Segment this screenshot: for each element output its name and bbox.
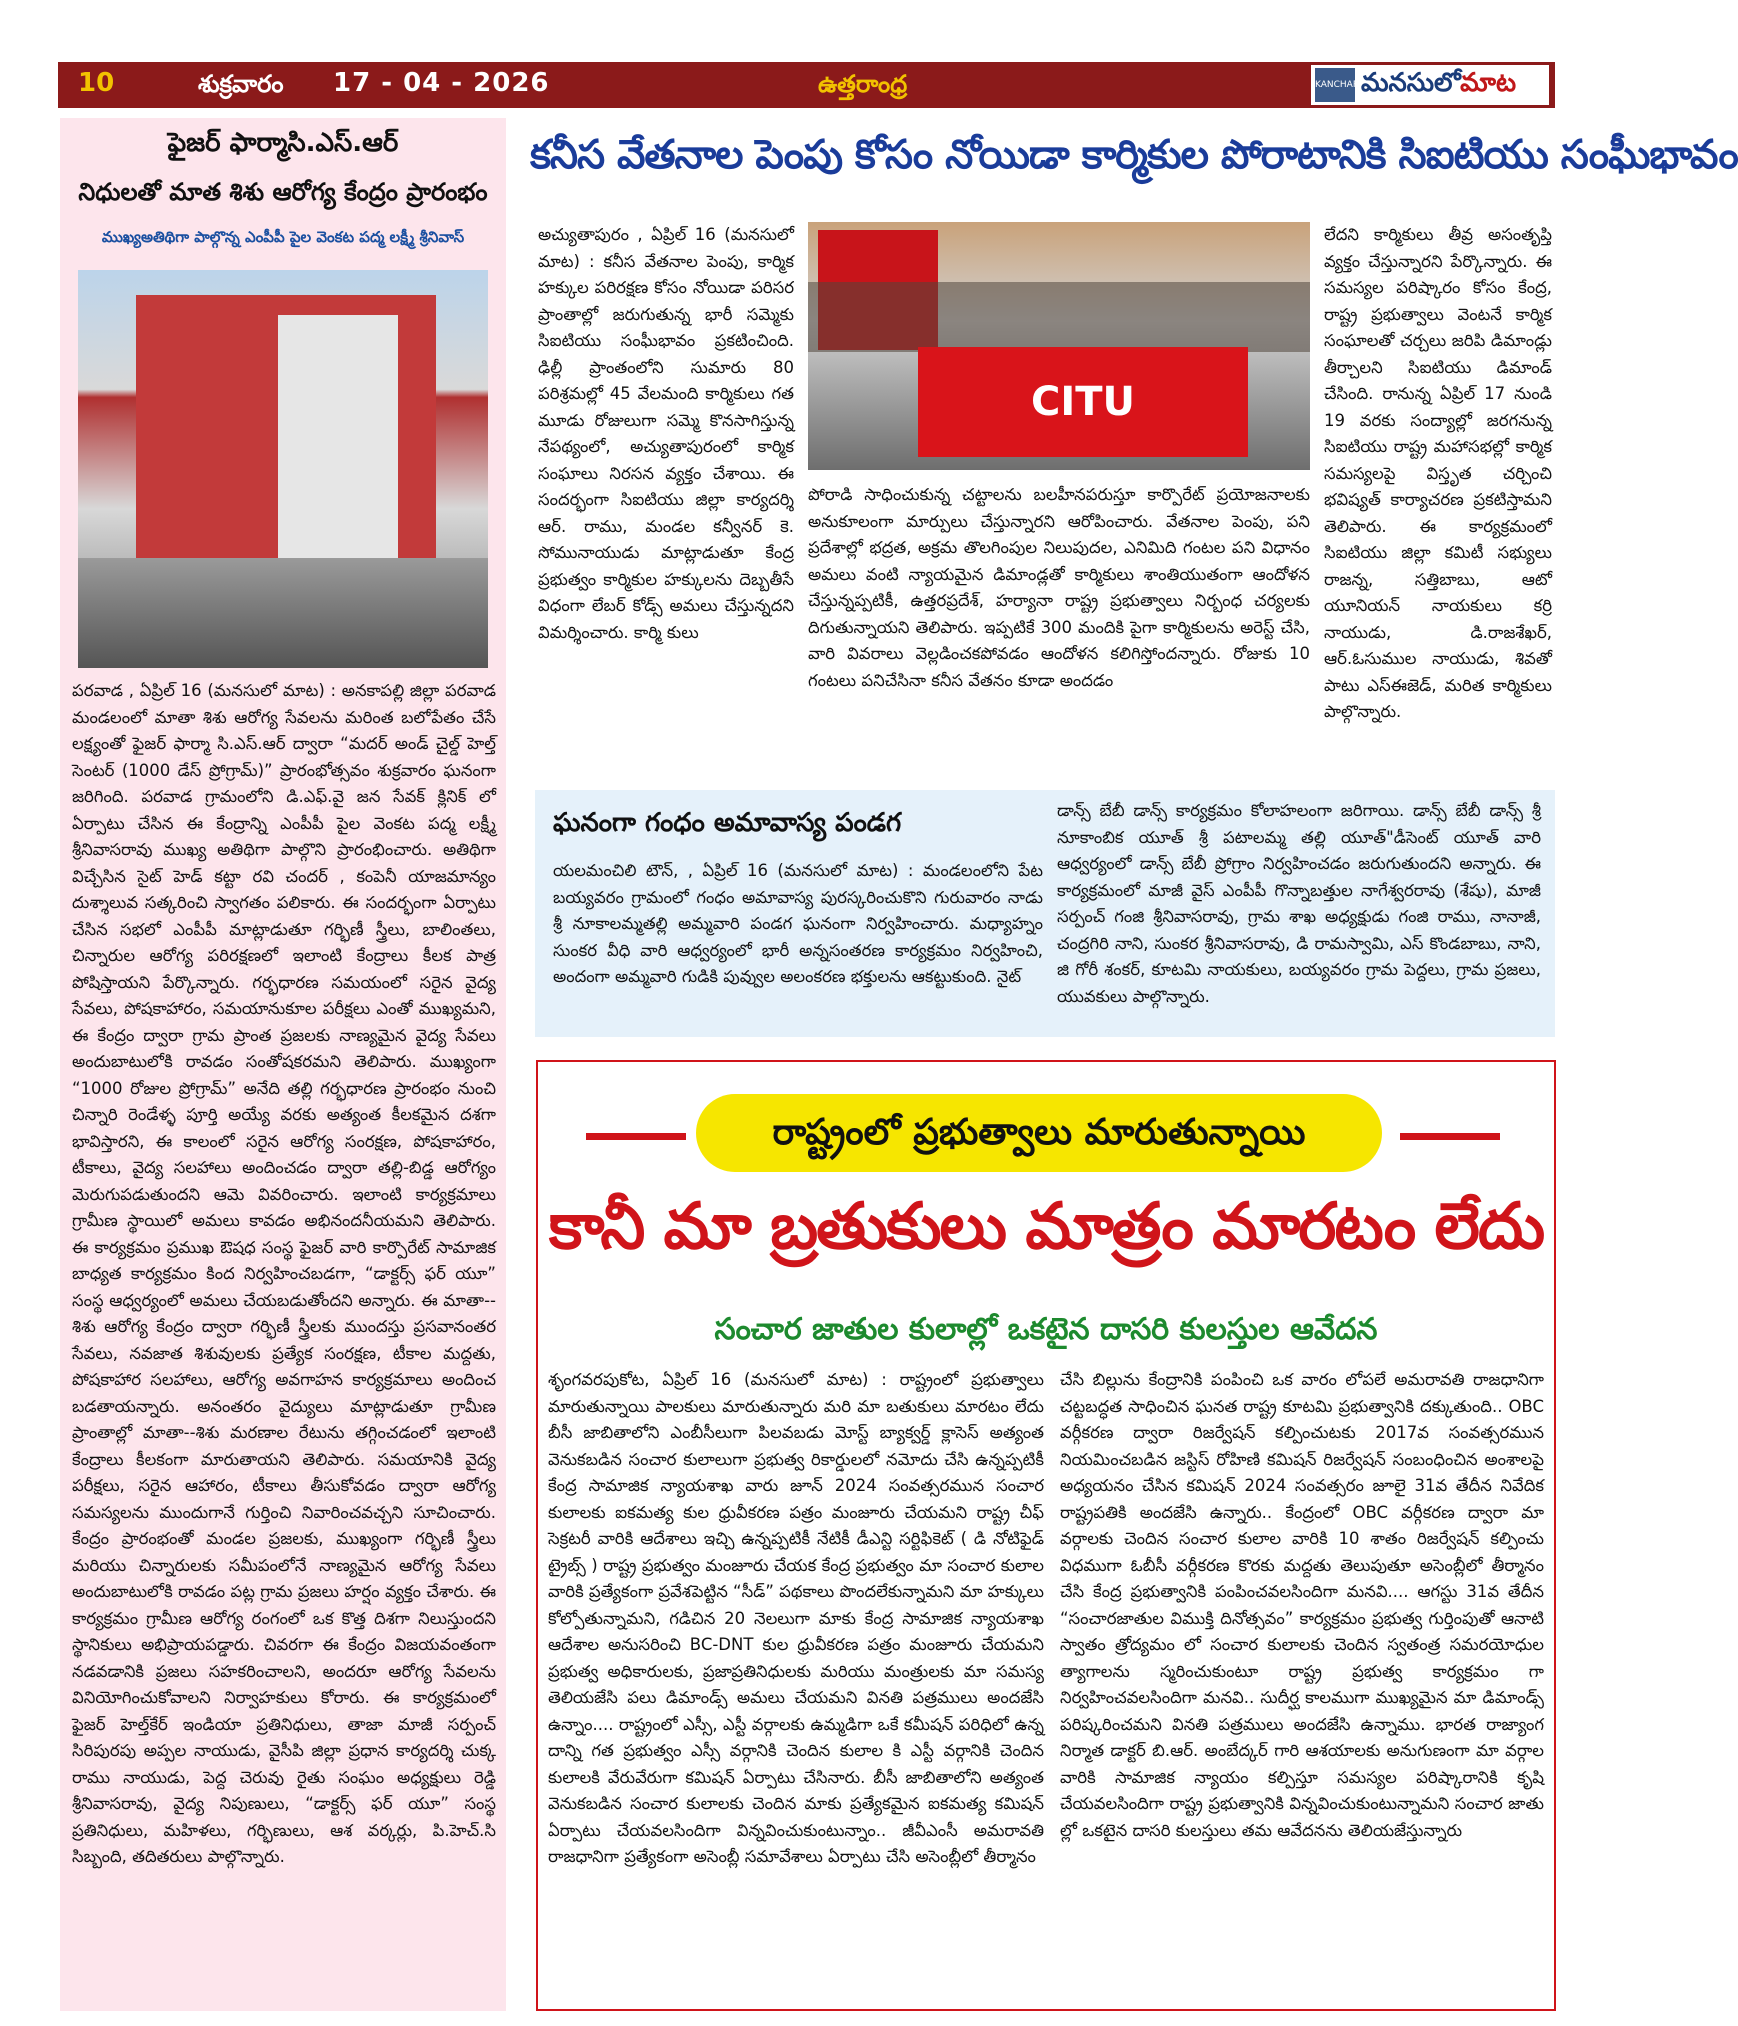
main-article-col1: అచ్యుతాపురం , ఏప్రిల్ 16 (మనసులో మాట) : కనీస వేతనాల పెంపు, కార్మిక హక్కుల పరిరక్షణ కోసం నోయిడా పరిసర ప్రాంతాల్లో జరుగుతున్న భారీ సమ్మెకు సిఐటియు సంఘీభావం ప్రకటించింది. ఢిల్లీ ప్రాంతంలోని సుమారు 80 పరిశ్రమల్లో 45 వేలమంది కార్మికులు గత మూడు రోజులుగా సమ్మె కొనసాగిస్తున్న నేపథ్యంలో, అచ్యుతాపురంలో కార్మిక సంఘాలు నిరసన వ్యక్తం చేశాయి. ఈ సందర్భంగా సిఐటియు జిల్లా కార్యదర్శి ఆర్. రాము, మండల కన్వీనర్ కె. సోమునాయుడు మాట్లాడుతూ కేంద్ర ప్రభుత్వం కార్మికుల హక్కులను దెబ్బతీసే విధంగా లేబర్ కోడ్స్ అమలు చేస్తున్నదని విమర్శించారు. కార్మి కులు (538, 225, 794, 642)
left-article (60, 118, 506, 2011)
newspaper-logo (1311, 65, 1549, 105)
main-article-col3: లేదని కార్మికులు తీవ్ర అసంతృప్తి వ్యక్తం చేస్తున్నారని పేర్కొన్నారు. ఈ సమస్యల పరిష్కారం కోసం కేంద్ర, రాష్ట్ర ప్రభుత్వాలు వెంటనే కార్మిక సంఘాలతో చర్చలు జరిపి డిమాండ్లు తీర్చాలని సిఐటియు డిమాండ్ చేసింది. రానున్న ఏప్రిల్ 17 నుండి 19 వరకు సంద్యాల్లో జరగనున్న సిఐటియు రాష్ట్ర మహాసభల్లో కార్మిక సమస్యలపై విస్తృత చర్చించి భవిష్యత్ కార్యాచరణ ప్రకటిస్తామని తెలిపారు. ఈ కార్యక్రమంలో సిఐటియు జిల్లా కమిటీ సభ్యులు రాజన్న, సత్తిబాబు, ఆటో యూనియన్ నాయకులు కర్రి నాయుడు, డి.రాజశేఖర్, ఆర్.ఓసుముల నాయుడు, శివతో పాటు ఎస్ఈజెడ్, మరిత కార్మికులు పాల్గొన్నారు. (1324, 225, 1552, 721)
logo-name-part2: మాట (1460, 68, 1517, 98)
photo-crowd (78, 558, 488, 668)
left-headline-line1: ఫైజర్ ఫార్మాసి.ఎస్.ఆర్ (167, 128, 399, 158)
decor-line-left (586, 1133, 686, 1140)
yellow-pill-headline: రాష్ట్రంలో ప్రభుత్వాలు మారుతున్నాయి (696, 1094, 1382, 1172)
left-subhead: ముఖ్యఅతిథిగా పాల్గొన్న ఎంపీపీ పైల వెంకట పద్మ లక్ష్మీ శ్రీనివాస్ (101, 228, 465, 246)
masthead-day: శుక్రవారం (198, 70, 284, 98)
logo-mark-icon: KANCHARLA (1315, 68, 1355, 102)
festival-col2: డాన్స్ బేబీ డాన్స్ కార్యక్రమం కోలాహలంగా జరిగాయి. డాన్స్ బేబీ డాన్స్ శ్రీ నూకాంబిక యూత్ శ్రీ పటాలమ్మ తల్లి యూత్"డీసెంట్ యూత్ వారి ఆధ్వర్యంలో డాన్స్ బేబీ ప్రోగ్రాం నిర్వహించడం జరుగుతుందని అన్నారు. ఈ కార్యక్రమంలో మాజీ వైస్ ఎంపీపీ గొన్నాబత్తుల నాగేశ్వరరావు (శేషు), మాజీ సర్పంచ్ గంజి శ్రీనివాసరావు, గ్రామ శాఖ అధ్యక్షుడు గంజి రాము, నానాజీ, చంద్రగిరి నాని, సుంకర శ్రీనివాసరావు, డి రామస్వామి, ఎస్ కొండబాబు, నాని, జి గోరీ శంకర్, కూటమి నాయకులు, బయ్యవరం గ్రామ పెద్దలు, గ్రామ ప్రజలు, యువకులు పాల్గొన్నారు. (1057, 801, 1541, 1006)
decor-line-right (1400, 1133, 1500, 1140)
logo-name-part1: మనసులో (1361, 68, 1461, 98)
section-name: ఉత్తరాంధ్ర (818, 70, 908, 98)
main-article-col2: పోరాడి సాధించుకున్న చట్టాలను బలహీనపరుస్తూ కార్పొరేట్ ప్రయోజనాలకు అనుకూలంగా మార్పులు చేస్తున్నారని ఆరోపించారు. వేతనాల పెంపు, పని ప్రదేశాల్లో భద్రత, అక్రమ తొలగింపుల నిలుపుదల, ఎనిమిది గంటల పని విధానం అమలు వంటి న్యాయమైన డిమాండ్లతో కార్మికులు శాంతియుతంగా ఆందోళన చేస్తున్నప్పటికీ, ఉత్తరప్రదేశ్, హర్యానా రాష్ట్ర ప్రభుత్వాలు నిర్బంధ చర్యలకు దిగుతున్నాయని తెలిపారు. ఇప్పటికే 300 మందికి పైగా కార్మికులను అరెస్ట్ చేసి, వారి వివరాలు వెల్లడించకపోవడం ఆందోళన కలిగిస్తోందన్నారు. రోజుకు 10 గంటలు పనిచేసినా కనీస వేతనం కూడా అందడం (808, 485, 1310, 690)
festival-article (535, 790, 1555, 1037)
photo-people (808, 282, 1310, 352)
nomadic-col1: శృంగవరపుకోట, ఏప్రిల్ 16 (మనసులో మాట) : రాష్ట్రంలో ప్రభుత్వాలు మారుతున్నాయి పాలకులు మారుతున్నారు మరి మా బతుకులు మారటం లేదు బీసీ జాబితాలోని ఎంబీసీలుగా పిలవబడు మోస్ట్ బ్యాక్వర్డ్ క్లాసెస్ అత్యంత వెనుకబడిన సంచార కులాలుగా ప్రభుత్వ రికార్డులలో నమోదు చేసి ఉన్నప్పటికీ కేంద్ర సామాజిక న్యాయశాఖ వారు జూన్ 2024 సంవత్సరమున సంచార కులాలకు ఐకమత్య కుల ధ్రువీకరణ పత్రం మంజూరు చేయమని రాష్ట్ర చీఫ్ సెక్రటరీ వారికి ఆదేశాలు ఇచ్చి ఉన్నప్పటికీ నేటికీ డీఎన్టి సర్టిఫికెట్ ( డి నోటిఫైడ్ ట్రైబ్స్ ) రాష్ట్ర ప్రభుత్వం మంజూరు చేయక కేంద్ర ప్రభుత్వం మా సంచార కులాల వారికి ప్రత్యేకంగా ప్రవేశపెట్టిన “సీడ్” పథకాలు పొందలేకున్నామని మా హక్కులు కోల్పోతున్నామని, గడిచిన 20 నెలలుగా మాకు కేంద్ర సామాజిక న్యాయశాఖ ఆదేశాల అనుసరించి BC-DNT కుల ధ్రువీకరణ పత్రం మంజూరు చేయమని ప్రభుత్వ అధికారులకు, ప్రజాప్రతినిధులకు మరియు మంత్రులకు మా సమస్య తెలియజేసి పలు డిమాండ్స్ అమలు చేయమని వినతి పత్రములు అందజేసి ఉన్నాం.... రాష్ట్రంలో ఎస్సీ, ఎస్టీ వర్గాలకు ఉమ్మడిగా ఒకే కమీషన్ పరిధిలో ఉన్న దాన్ని గత ప్రభుత్వం ఎస్సీ వర్గానికి చెందిన కులాల కి ఎస్టీ వర్గానికి చెందిన కులాలకి వేరువేరుగా కమిషన్ ఏర్పాటు చేసినారు. బీసీ జాబితాలోని అత్యంత వెనుకబడిన సంచార కులాలకు చెందిన మాకు ప్రత్యేకమైన ఐకమత్య కమిషన్ ఏర్పాటు చేయవలసిందిగా విన్నవించుకుంటున్నాం.. జీవీఎంసీ అమరావతి రాజధానిగా ప్రత్యేకంగా అసెంబ్లీ సమావేశాలు ఏర్పాటు చేసి అసెంబ్లీలో తీర్మానం (548, 1370, 1044, 1866)
citu-protest-photo (808, 222, 1310, 470)
page-number: 10 (78, 68, 115, 98)
masthead-bar (58, 62, 1555, 108)
main-headline: కనీస వేతనాల పెంపు కోసం నోయిడా కార్మికుల పోరాటానికి సిఐటియు సంఘీభావం (530, 132, 1738, 178)
left-article-body: పరవాడ , ఏప్రిల్ 16 (మనసులో మాట) : అనకాపల్లి జిల్లా పరవాడ మండలంలో మాతా శిశు ఆరోగ్య సేవలను మరింత బలోపేతం చేసే లక్ష్యంతో ఫైజర్ ఫార్మా సి.ఎస్.ఆర్ ద్వారా “మదర్ అండ్ చైల్డ్ హెల్త్ సెంటర్ (1000 డేస్ ప్రోగ్రామ్)” ప్రారంభోత్సవం శుక్రవారం ఘనంగా జరిగింది. పరవాడ గ్రామంలోని డి.ఎఫ్.వై జన సేవక్ క్లినిక్ లో ఏర్పాటు చేసిన ఈ కేంద్రాన్ని ఎంపీపీ పైల వెంకట పద్మ లక్ష్మీ శ్రీనివాసరావు ముఖ్య అతిథిగా పాల్గొని ప్రారంభించారు. అతిథిగా విచ్చేసిన సైట్ హెడ్ కట్టా రవి చందర్ , కంపెనీ యాజమాన్యం దుశ్శాలువ సత్కరించి స్వాగతం పలికారు. ఈ సందర్భంగా ఏర్పాటు చేసిన సభలో ఎంపీపీ మాట్లాడుతూ గర్భిణీ స్త్రీలు, బాలింతలు, చిన్నారుల ఆరోగ్య పరిరక్షణలో ఇలాంటి కేంద్రాలు కీలక పాత్ర పోషిస్తాయని పేర్కొన్నారు. గర్భధారణ సమయంలో సరైన వైద్య సేవలు, పోషకాహారం, సమయానుకూల పరీక్షలు ఎంతో ముఖ్యమని, ఈ కేంద్రం ద్వారా గ్రామ ప్రాంత ప్రజలకు నాణ్యమైన వైద్య సేవలు అందుబాటులోకి రావడం సంతోషకరమని తెలిపారు. ముఖ్యంగా “1000 రోజుల ప్రోగ్రామ్” అనేది తల్లి గర్భధారణ ప్రారంభం నుంచి చిన్నారి రెండేళ్ళ పూర్తి అయ్యే వరకు అత్యంత కీలకమైన దశగా భావిస్తారని, ఈ కాలంలో సరైన ఆరోగ్య సంరక్షణ, పోషకాహారం, టీకాలు, వైద్య సలహాలు అందించడం ద్వారా తల్లి-బిడ్డ ఆరోగ్యం మెరుగుపడుతుందని ఆమె వివరించారు. ఇలాంటి కార్యక్రమాలు గ్రామీణ స్థాయిలో అమలు కావడం అభినందనీయమని తెలిపారు. ఈ కార్యక్రమం ప్రముఖ ఔషధ సంస్థ ఫైజర్ వారి కార్పొరేట్ సామాజిక బాధ్యత కార్యక్రమం కింద నిర్వహించబడగా, “డాక్టర్స్ ఫర్ యూ” సంస్థ ఆధ్వర్యంలో అమలు చేయబడుతోందని అన్నారు. ఈ మాతా--శిశు ఆరోగ్య కేంద్రం ద్వారా గర్భిణీ స్త్రీలకు ముందస్తు ప్రసవానంతర సేవలు, నవజాత శిశువులకు ప్రత్యేక సంరక్షణ, టీకాల మద్దతు, పోషకాహార సలహాలు, ఆరోగ్య అవగాహన కార్యక్రమాలు అందించ బడతాయన్నారు. అనంతరం వైద్యులు మాట్లాడుతూ గ్రామీణ ప్రాంతాల్లో మాతా--శిశు మరణాల రేటును తగ్గించడంలో ఇలాంటి కేంద్రాలు కీలకంగా మారుతాయని తెలిపారు. సమయానికి వైద్య పరీక్షలు, సరైన ఆహారం, టీకాలు తీసుకోవడం ద్వారా ఆరోగ్య సమస్యలను ముందుగానే గుర్తించి నివారించవచ్చని సూచించారు. కేంద్రం ప్రారంభంతో మండల ప్రజలకు, ముఖ్యంగా గర్భిణీ స్త్రీలు మరియు చిన్నారులకు సమీపంలోనే నాణ్యమైన ఆరోగ్య సేవలు అందుబాటులోకి రావడం పట్ల గ్రామ ప్రజలు హర్షం వ్యక్తం చేశారు. ఈ కార్యక్రమం గ్రామీణ ఆరోగ్య రంగంలో ఒక కొత్త దిశగా నిలుస్తుందని స్థానికులు అభిప్రాయపడ్డారు. చివరగా ఈ కేంద్రం విజయవంతంగా నడవడానికి ప్రజలు సహకరించాలని, అందరూ ఆరోగ్య సేవలను వినియోగించుకోవాలని నిర్వాహకులు కోరారు. ఈ కార్యక్రమంలో ఫైజర్ హెల్త్‌కేర్ ఇండియా ప్రతినిధులు, తాజా మాజీ సర్పంచ్ సిరిపురపు అప్పల నాయుడు, వైసీపి జిల్లా ప్రధాన కార్యదర్శి చుక్క రాము నాయుడు, పెద్ద చెరువు రైతు సంఘం అధ్యక్షులు రెడ్డి శ్రీనివాసరావు, వైద్య నిపుణులు, “డాక్టర్స్ ఫర్ యూ” సంస్థ ప్రతినిధులు, మహిళలు, గర్భిణులు, ఆశ వర్కర్లు, పి.హెచ్.సి సిబ్బంది, తదితరులు పాల్గొన్నారు. (72, 681, 496, 1866)
festival-headline: ఘనంగా గంధం అమావాస్య పండగ (553, 808, 902, 838)
green-subhead: సంచార జాతుల కులాల్లో ఒకటైన దాసరి కులస్తుల ఆవేదన (714, 1312, 1378, 1347)
red-big-headline: కానీ మా బ్రతుకులు మాత్రం మారటం లేదు (548, 1190, 1544, 1264)
nomadic-col2: చేసి బిల్లును కేంద్రానికి పంపించి ఒక వారం లోపలే అమరావతి రాజధానిగా చట్టబద్ధత సాధించిన ఘనత రాష్ట్ర కూటమి ప్రభుత్వానికి దక్కుతుంది.. OBC వర్గీకరణ ద్వారా రిజర్వేషన్ కల్పించుటకు 2017వ సంవత్సరమున నియమించబడిన జస్టిస్ రోహిణి కమిషన్ రిజర్వేషన్ సంబంధించిన అంశాలపై అధ్యయనం చేసిన కమిషన్ 2024 సంవత్సరం జూలై 31వ తేదీన నివేదిక రాష్ట్రపతికి అందజేసి ఉన్నారు.. కేంద్రంలో OBC వర్గీకరణ ద్వారా మా వర్గాలకు చెందిన సంచార కులాల వారికి 10 శాతం రిజర్వేషన్ కల్పించు విధముగా ఓబీసీ వర్గీకరణ కొరకు మద్దతు తెలుపుతూ అసెంబ్లీలో తీర్మానం చేసి కేంద్ర ప్రభుత్వానికి పంపించవలసిందిగా మనవి.... ఆగస్టు 31వ తేదీన “సంచారజాతుల విముక్తి దినోత్సవం” కార్యక్రమం ప్రభుత్వ గుర్తింపుతో ఆనాటి స్వాతం త్రోద్యమం లో సంచార కులాలకు చెందిన స్వతంత్ర సమరయోధుల త్యాగాలను స్మరించుకుంటూ రాష్ట్ర ప్రభుత్వ కార్యక్రమం గా నిర్వహించవలసిందిగా మనవి.. సుదీర్ఘ కాలముగా ముఖ్యమైన మా డిమాండ్స్ పరిష్కరించమని వినతి పత్రములు అందజేసి ఉన్నాము. భారత రాజ్యాంగ నిర్మాత డాక్టర్ బి.ఆర్. అంబేద్కర్ గారి ఆశయాలకు అనుగుణంగా మా వర్గాల వారికి సామాజిక న్యాయం కల్పిస్తూ సమస్యల పరిష్కారానికి కృషి చేయవలసిందిగా రాష్ట్ర ప్రభుత్వానికి విన్నవించుకుంటున్నామని సంచార జాతు ల్లో ఒకటైన దాసరి కులస్తులు తమ ఆవేదనను తెలియజేస్తున్నారు (1060, 1370, 1544, 1840)
logo-name (1361, 68, 1516, 104)
photo-banner: CITU (918, 347, 1248, 457)
masthead-date: 17 - 04 - 2026 (333, 68, 550, 98)
festival-col1: యలమంచిలి టౌన్, , ఏప్రిల్ 16 (మనసులో మాట) : మండలంలోని పేట బయ్యవరం గ్రామంలో గంధం అమావాస్య పురస్కరించుకొని గురువారం నాడు శ్రీ నూకాలమ్మతల్లి అమ్మవారి పండగ ఘనంగా నిర్వహించారు. మధ్యాహ్నం సుంకర వీధి వారి ఆధ్వర్యంలో భారీ అన్నసంతరణ కార్యక్రమం నిర్వహించి, అందంగా అమ్మవారి గుడికి పువ్వుల అలంకరణ భక్తులను ఆకట్టుకుంది. నైట్ (553, 861, 1043, 986)
photo-building-wall (278, 315, 398, 575)
left-headline-line2: నిధులతో మాత శిశు ఆరోగ్య కేంద్రం ప్రారంభం (78, 178, 488, 206)
nomadic-tribes-article (536, 1060, 1556, 2011)
health-center-photo (78, 270, 488, 668)
